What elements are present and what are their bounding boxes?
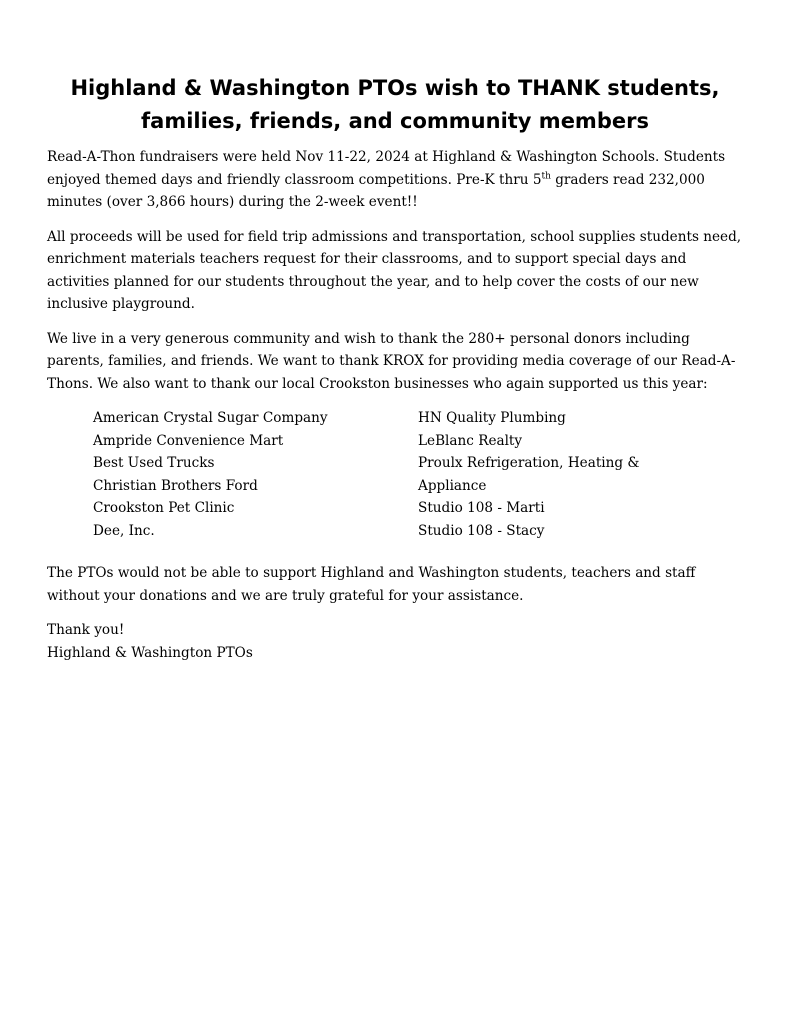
sponsor-name: LeBlanc Realty	[418, 432, 523, 449]
community-paragraph: We live in a very generous community and wish to thank the 280+ personal donors including parents, families, and friends. We want to thank KROX for providing media coverage of our Read-A-Thons. We also want to thank our local Crookston businesses who again supported us this year:	[47, 330, 736, 392]
sponsor-name: Proulx Refrigeration, Heating &	[418, 455, 640, 471]
title-line-2: families, friends, and community members	[141, 109, 649, 133]
sponsor-name: Christian Brothers Ford	[93, 477, 258, 494]
sponsor-name: Crookston Pet Clinic	[93, 500, 235, 516]
sponsor-name: Ampride Convenience Mart	[93, 432, 284, 449]
signoff	[47, 619, 743, 664]
ordinal-superscript: th	[541, 170, 551, 181]
sponsor-name: Appliance	[418, 477, 487, 494]
title-line-1: Highland & Washington PTOs wish to THANK students,	[70, 76, 720, 100]
intro-text-end: graders read 232,000 minutes (over 3,866 hours) during the 2-week event!!	[47, 171, 705, 210]
sponsor-name: Best Used Trucks	[93, 455, 215, 471]
sponsor-name: Studio 108 - Marti	[418, 500, 545, 516]
sponsor-name: Studio 108 - Stacy	[418, 522, 545, 539]
sponsor-name: American Crystal Sugar Company	[93, 410, 328, 426]
page-title	[47, 72, 743, 138]
sponsor-name: Dee, Inc.	[93, 522, 155, 539]
sponsor-column-left	[93, 407, 418, 542]
sponsor-name: HN Quality Plumbing	[418, 410, 566, 426]
thank-you-line: Thank you!	[47, 622, 125, 638]
intro-text-start: Read-A-Thon fundraisers were held Nov 11-22, 2024 at Highland & Washington Schools. Students enjoyed themed days and friendly classroom competitions. Pre-K thru 5	[47, 149, 726, 188]
intro-paragraph	[47, 146, 743, 214]
sponsor-list	[93, 407, 743, 542]
signature-line: Highland & Washington PTOs	[47, 644, 253, 661]
proceeds-paragraph: All proceeds will be used for field trip admissions and transportation, school supplies students need, enrichment materials teachers request for their classrooms, and to support special days and activities planned for our students throughout the year, and to help cover the costs of our new inclusive playground.	[47, 228, 742, 312]
closing-paragraph: The PTOs would not be able to support Highland and Washington students, teachers and staff without your donations and we are truly grateful for your assistance.	[47, 565, 696, 604]
sponsor-column-right	[418, 407, 688, 542]
